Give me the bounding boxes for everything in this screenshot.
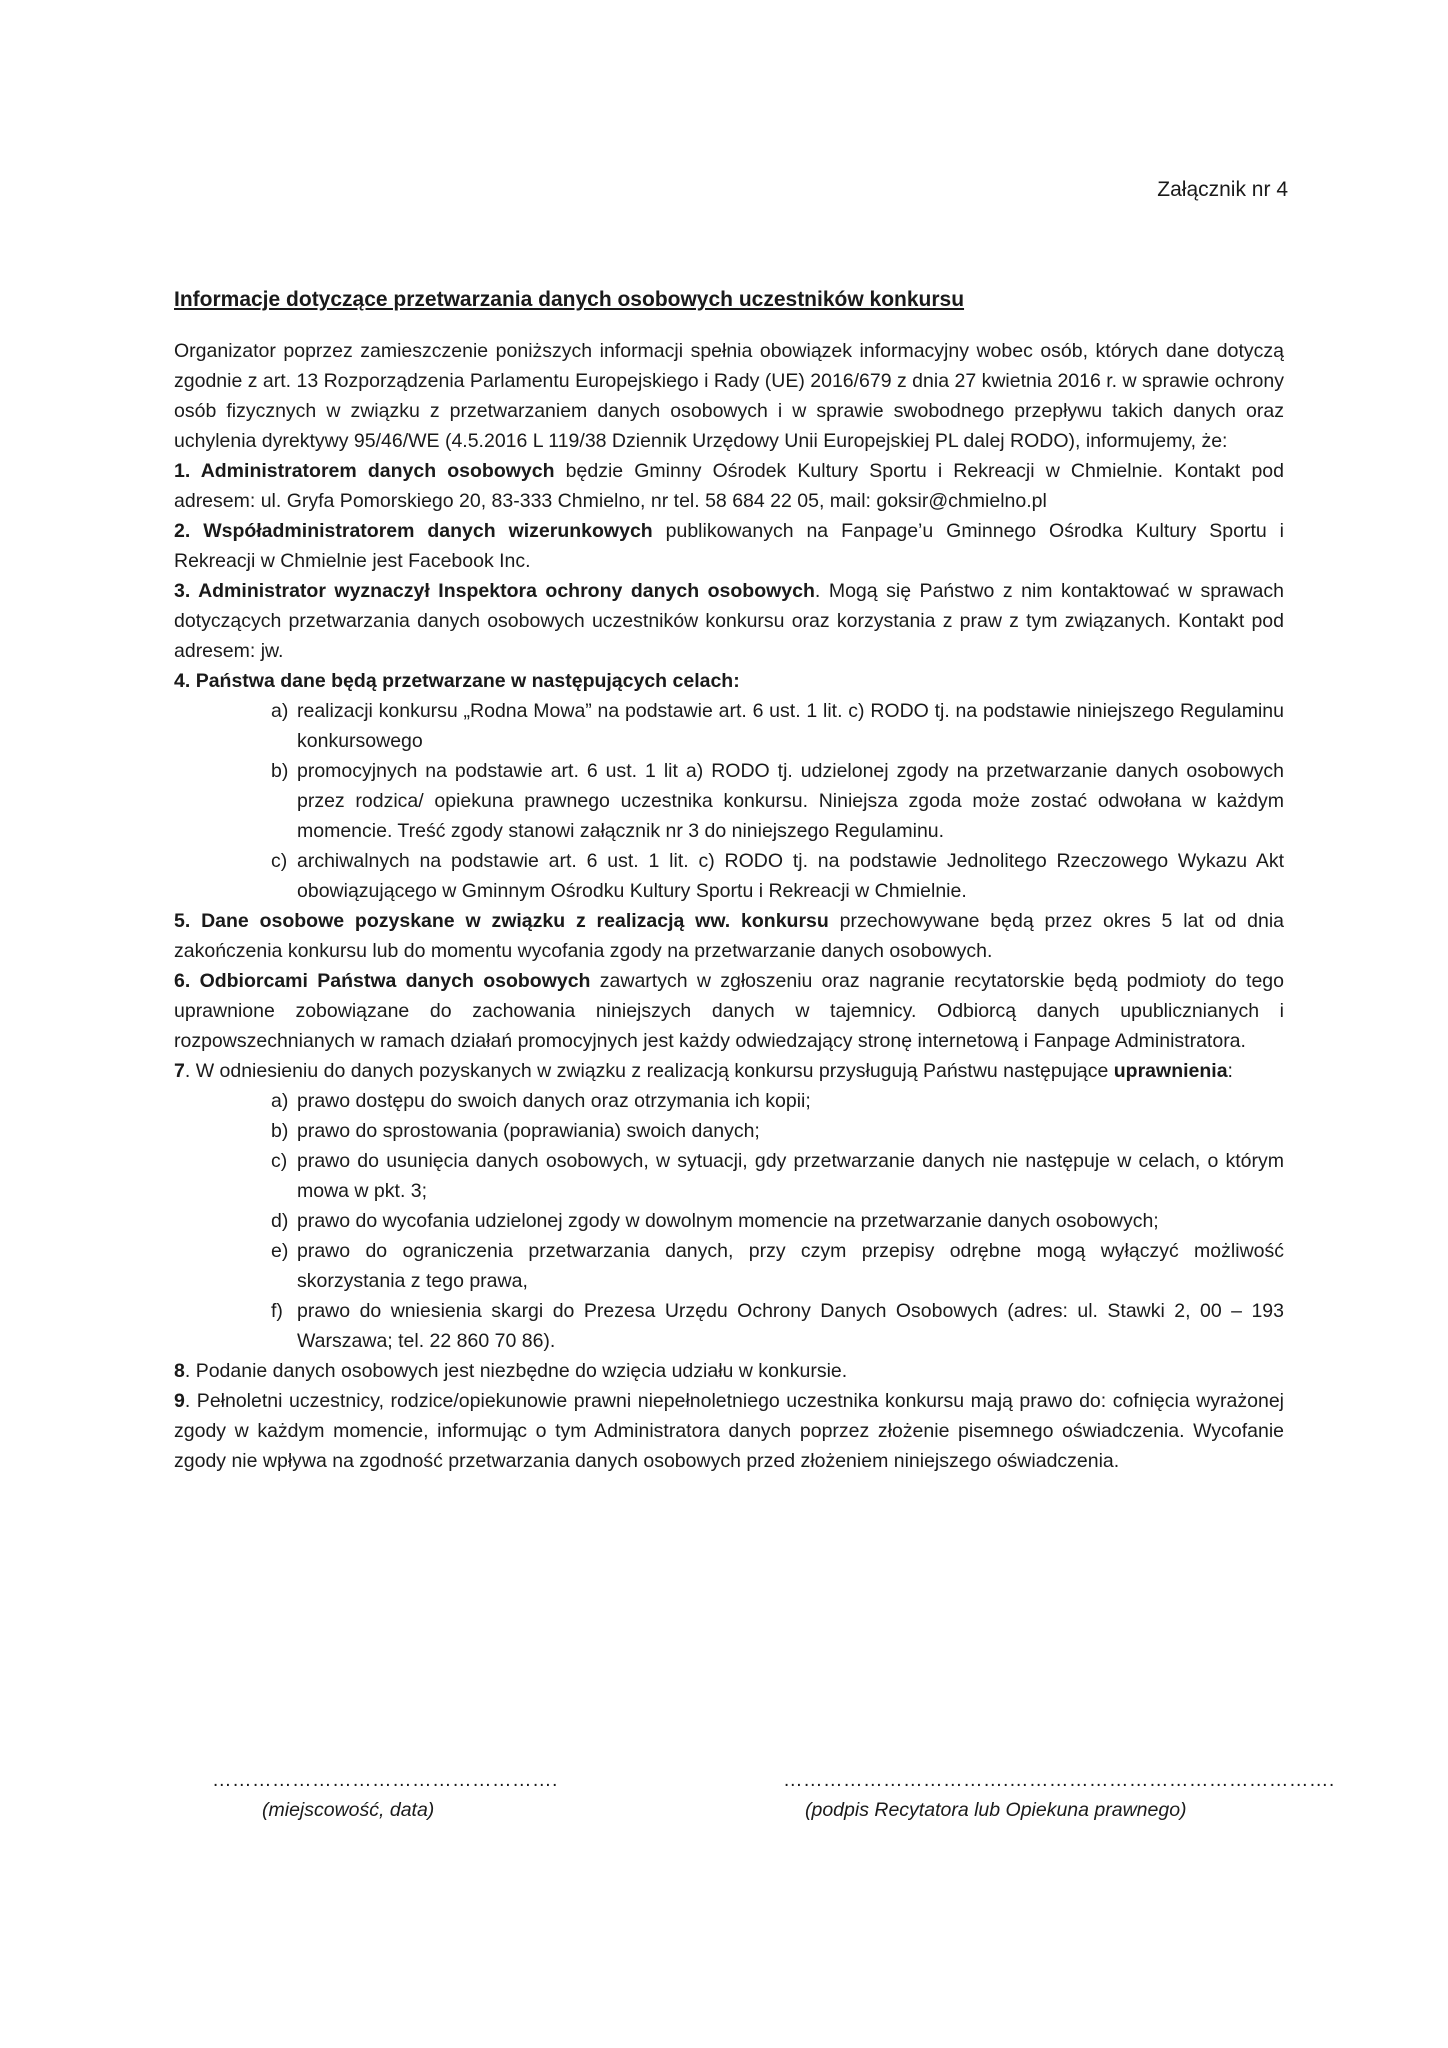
clause-4 — [174, 666, 1284, 696]
list-item: c) archiwalnych na podstawie art. 6 ust. 1 lit. c) RODO tj. na podstawie Jednolitego Rzeczowego Wykazu Akt obowiązującego w Gminnym Ośrodku Kultury Sportu i Rekreacji w Chmielnie. — [271, 850, 1284, 902]
clause-3: 3. Administrator wyznaczył Inspektora ochrony danych osobowych. Mogą się Państwo z nim kontaktować w sprawach dotyczących przetwarzania danych osobowych uczestników konkursu oraz korzystania z praw z tym związanych. Kontakt pod adresem: jw. — [174, 580, 1284, 662]
clause-2: 2. Współadministratorem danych wizerunkowych publikowanych na Fanpage’u Gminnego Ośrodka Kultury Sportu i Rekreacji w Chmielnie jest Facebook Inc. — [174, 520, 1284, 572]
clause-8: 8. Podanie danych osobowych jest niezbędne do wzięcia udziału w konkursie. — [174, 1360, 848, 1382]
clause-1-heading: 1. Administratorem danych osobowych — [174, 460, 555, 482]
clause-1: 1. Administratorem danych osobowych będzie Gminny Ośrodek Kultury Sportu i Rekreacji w Chmielnie. Kontakt pod adresem: ul. Gryfa Pomorskiego 20, 83-333 Chmielno, nr tel. 58 684 22 05, mail: goksir@chmielno.pl — [174, 460, 1284, 512]
clause-6: 6. Odbiorcami Państwa danych osobowych zawartych w zgłoszeniu oraz nagranie recytatorskie będą podmioty do tego uprawnione zobowiązane do zachowania niniejszych danych w tajemnicy. Odbiorcą danych upublicznianych i rozpowszechnianych w ramach działań promocyjnych jest każdy odwiedzający stronę internetową i Fanpage Administratora. — [174, 970, 1284, 1052]
clause-9: 9. Pełnoletni uczestnicy, rodzice/opiekunowie prawni niepełnoletniego uczestnika konkursu mają prawo do: cofnięcia wyrażonej zgody w każdym momencie, informując o tym Administratora danych poprzez złożenie pisemnego oświadczenia. Wycofanie zgody nie wpływa na zgodność przetwarzania danych osobowych przed złożeniem niniejszego oświadczenia. — [174, 1390, 1284, 1472]
clause-4-list — [174, 696, 1284, 906]
clause-7-list — [174, 1086, 1284, 1356]
clause-2-heading: 2. Współadministratorem danych wizerunkowych — [174, 520, 653, 542]
signature-place-date — [212, 1765, 558, 1825]
clause-7-heading: uprawnienia — [1113, 1060, 1228, 1082]
annex-label: Załącznik nr 4 — [1157, 178, 1288, 201]
intro-paragraph: Organizator poprzez zamieszczenie poniższych informacji spełnia obowiązek informacyjny wobec osób, których dane dotyczą zgodnie z art. 13 Rozporządzenia Parlamentu Europejskiego i Rady (UE) 2016/679 z dnia 27 kwietnia 2016 r. w sprawie ochrony osób fizycznych w związku z przetwarzaniem danych osobowych i w sprawie swobodnego przepływu takich danych oraz uchylenia dyrektywy 95/46/WE (4.5.2016 L 119/38 Dziennik Urzędowy Unii Europejskiej PL dalej RODO), informujemy, że: — [174, 340, 1284, 452]
signature-caption: (miejscowość, data) — [262, 1799, 435, 1821]
signature-line: …………………………….…………………………………………. — [783, 1769, 1335, 1791]
list-item: a) realizacji konkursu „Rodna Mowa” na podstawie art. 6 ust. 1 lit. c) RODO tj. na podstawie niniejszego Regulaminu konkursowego — [271, 700, 1284, 752]
clause-3-heading: 3. Administrator wyznaczył Inspektora ochrony danych osobowych — [174, 580, 815, 602]
clause-4-heading: 4. Państwa dane będą przetwarzane w następujących celach: — [174, 670, 740, 692]
signature-reciter — [783, 1765, 1335, 1825]
list-item: e) prawo do ograniczenia przetwarzania danych, przy czym przepisy odrębne mogą wyłączyć możliwość skorzystania z tego prawa, — [271, 1240, 1284, 1292]
clause-7-number: 7 — [174, 1060, 185, 1082]
document-title: Informacje dotyczące przetwarzania danych osobowych uczestników konkursu — [174, 288, 965, 311]
clause-8-number: 8 — [174, 1360, 185, 1382]
clause-9-number: 9 — [174, 1390, 185, 1412]
list-item: f) prawo do wniesienia skargi do Prezesa Urzędu Ochrony Danych Osobowych (adres: ul. Stawki 2, 00 – 193 Warszawa; tel. 22 860 70 86). — [271, 1300, 1284, 1352]
list-item: b) promocyjnych na podstawie art. 6 ust. 1 lit a) RODO tj. udzielonej zgody na przetwarzanie danych osobowych przez rodzica/ opiekuna prawnego uczestnika konkursu. Niniejsza zgoda może zostać odwołana w każdym momencie. Treść zgody stanowi załącznik nr 3 do niniejszego Regulaminu. — [271, 760, 1284, 842]
list-item: b) prawo do sprostowania (poprawiania) swoich danych; — [271, 1120, 760, 1142]
list-item: d) prawo do wycofania udzielonej zgody w dowolnym momencie na przetwarzanie danych osobowych; — [271, 1210, 1159, 1232]
signature-line: ……………………………………………. — [212, 1769, 558, 1791]
clause-5: 5. Dane osobowe pozyskane w związku z realizacją ww. konkursu przechowywane będą przez okres 5 lat od dnia zakończenia konkursu lub do momentu wycofania zgody na przetwarzanie danych osobowych. — [174, 910, 1284, 962]
list-item: c) prawo do usunięcia danych osobowych, w sytuacji, gdy przetwarzanie danych nie następuje w celach, o którym mowa w pkt. 3; — [271, 1150, 1284, 1202]
clause-7: 7. W odniesieniu do danych pozyskanych w związku z realizacją konkursu przysługują Państwu następujące uprawnienia: — [174, 1060, 1233, 1082]
list-item: a) prawo dostępu do swoich danych oraz otrzymania ich kopii; — [271, 1090, 811, 1112]
clause-6-heading: 6. Odbiorcami Państwa danych osobowych — [174, 970, 591, 992]
signature-caption: (podpis Recytatora lub Opiekuna prawnego) — [805, 1799, 1187, 1821]
document-body — [174, 336, 1284, 1476]
clause-5-heading: 5. Dane osobowe pozyskane w związku z realizacją ww. konkursu — [174, 910, 829, 932]
